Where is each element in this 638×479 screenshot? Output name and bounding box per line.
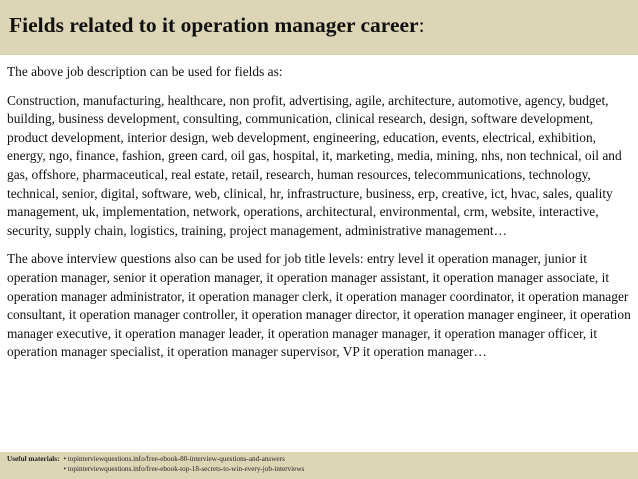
page-title [9,12,638,38]
footer-links [64,454,305,479]
footer-link-ebook-80[interactable]: • topinterviewquestions.info/free-ebook-80-interview-questions-and-answers [63,455,285,463]
levels-paragraph: The above interview questions also can be used for job title levels: entry level it operation manager, junior it operation manager, senior it operation manager, it operation manager assistant, it operation manager associate, it operation manager administrator, it operation manager clerk, it operation manager coordinator, it operation manager consultant, it operation manager controller, it operation manager director, it operation manager engineer, it operation manager executive, it operation manager leader, it operation manager manager, it operation manager officer, it operation manager specialist, it operation manager supervisor, VP it operation manager… [7,251,631,360]
fields-paragraph: Construction, manufacturing, healthcare, non profit, advertising, agile, architecture, automotive, agency, budget, building, business development, consulting, communication, clinical research, design, software development, product development, interior design, web development, engineering, education, events, electrical, exhibition, energy, ngo, finance, fashion, green card, oil gas, hospital, it, marketing, media, mining, nhs, non technical, oil and gas, offshore, pharmaceutical, real estate, retail, research, human resources, telecommunications, technology, technical, senior, digital, software, web, clinical, hr, infrastructure, business, erp, creative, ict, hvac, sales, quality management, uk, implementation, network, operations, architectural, environmental, crm, website, interactive, security, supply chain, logistics, training, project management, administrative management… [7,92,622,238]
intro-paragraph: The above job description can be used for fields as: [7,64,283,79]
footer-label: Useful materials: [7,455,60,463]
main-content [7,63,633,372]
footer-link-ebook-18[interactable]: • topinterviewquestions.info/free-ebook-top-18-secrets-to-win-every-job-interviews [63,465,305,473]
title-banner [0,0,638,55]
footer-banner [0,452,638,479]
page-title-text: Fields related to it operation manager career [9,13,419,37]
page-title-colon: : [418,13,425,37]
